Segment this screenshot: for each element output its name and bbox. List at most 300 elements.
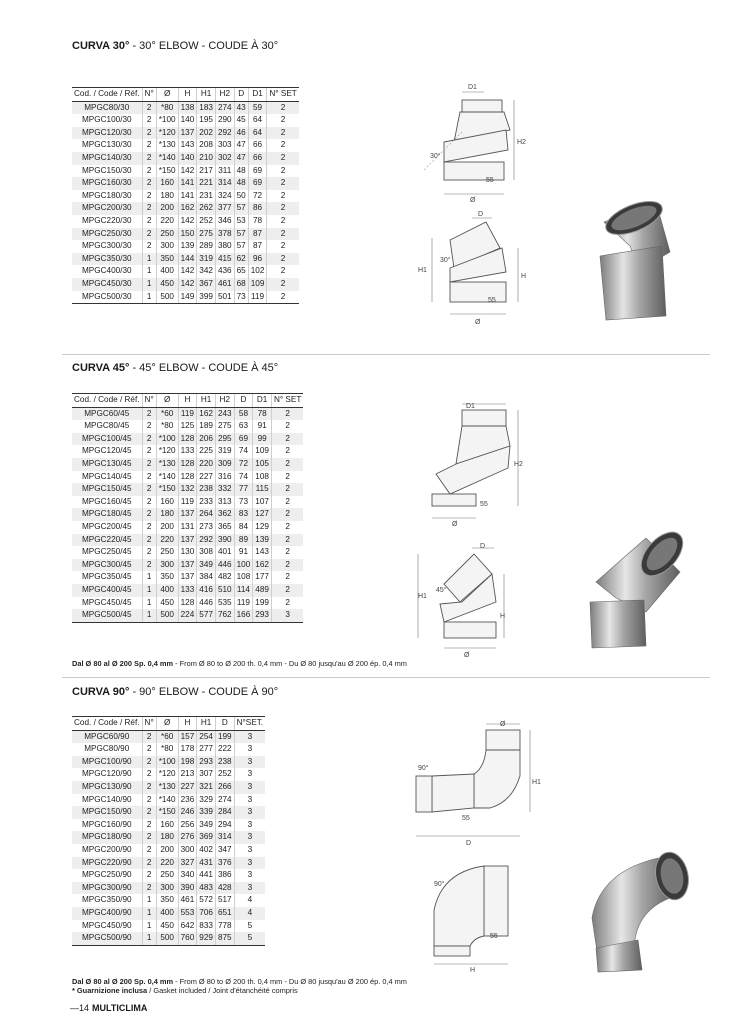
gasket-note: * Guarnizione inclusa / Gasket included / Joint d'étanchéité compris bbox=[72, 986, 298, 995]
table-row bbox=[72, 806, 265, 819]
dim-label-d: D bbox=[480, 543, 486, 550]
table-cell: 510 bbox=[215, 584, 234, 597]
table-cell: MPGC80/45 bbox=[84, 421, 130, 431]
table-cell: 2 bbox=[267, 253, 299, 266]
table-cell: MPGC500/45 bbox=[72, 609, 142, 622]
table-cell: 200 bbox=[156, 844, 178, 857]
table-row bbox=[72, 240, 299, 253]
table-row bbox=[72, 571, 303, 584]
table-cell: 314 bbox=[215, 177, 234, 190]
table-cell: 43 bbox=[234, 101, 248, 114]
table-cell: 324 bbox=[215, 190, 234, 203]
table-cell: 2 bbox=[267, 190, 299, 203]
table-cell: 461 bbox=[178, 894, 197, 907]
table-cell: 3 bbox=[234, 869, 265, 882]
table-cell: 189 bbox=[197, 420, 216, 433]
table-cell: 778 bbox=[215, 920, 234, 933]
table-cell: 2 bbox=[142, 190, 156, 203]
table-cell: 2 bbox=[267, 291, 299, 304]
table-cell: MPGC160/90 bbox=[81, 819, 132, 829]
table-cell: 2 bbox=[142, 114, 156, 127]
table-cell: *60 bbox=[156, 407, 178, 420]
table-cell: 2 bbox=[271, 534, 303, 547]
table-cell: 1 bbox=[142, 609, 156, 622]
table-cell: 238 bbox=[215, 756, 234, 769]
table-cell: 64 bbox=[248, 127, 267, 140]
table-cell: 138 bbox=[178, 101, 197, 114]
table-cell: 390 bbox=[178, 882, 197, 895]
table-row bbox=[72, 794, 265, 807]
table-cell: 220 bbox=[197, 458, 216, 471]
table-cell: MPGC150/45 bbox=[72, 483, 142, 496]
table-cell: 314 bbox=[215, 831, 234, 844]
table-cell: 377 bbox=[215, 202, 234, 215]
table-cell: 1 bbox=[142, 265, 156, 278]
section-divider bbox=[62, 677, 710, 678]
table-cell: 2 bbox=[142, 559, 156, 572]
table-cell: 250 bbox=[156, 546, 178, 559]
table-cell: 309 bbox=[215, 458, 234, 471]
table-cell: MPGC200/30 bbox=[72, 202, 142, 215]
table-cell: 64 bbox=[248, 114, 267, 127]
table-cell: 319 bbox=[215, 445, 234, 458]
table-cell: 2 bbox=[142, 857, 156, 870]
table-cell: MPGC450/30 bbox=[72, 278, 142, 291]
table-row bbox=[72, 730, 265, 743]
table-cell: 2 bbox=[142, 521, 156, 534]
table-cell: 275 bbox=[215, 420, 234, 433]
table-cell: 500 bbox=[156, 609, 178, 622]
technical-drawing-30-bottom bbox=[410, 210, 530, 328]
table-cell: 142 bbox=[178, 165, 197, 178]
table-cell: 143 bbox=[253, 546, 272, 559]
table-cell: 2 bbox=[267, 215, 299, 228]
table-cell: MPGC200/45 bbox=[81, 521, 132, 531]
table-cell: 91 bbox=[234, 546, 253, 559]
table-cell: 2 bbox=[271, 571, 303, 584]
table-cell: *120 bbox=[156, 768, 178, 781]
table-cell: 142 bbox=[178, 215, 197, 228]
table-cell: *140 bbox=[156, 471, 178, 484]
table-cell: 73 bbox=[234, 496, 253, 509]
page-footer bbox=[70, 1003, 147, 1013]
table-cell: 119 bbox=[178, 496, 197, 509]
table-cell: 220 bbox=[156, 857, 178, 870]
table-cell: 2 bbox=[271, 597, 303, 610]
table-cell: 500 bbox=[156, 291, 178, 304]
table-cell: 362 bbox=[215, 508, 234, 521]
table-cell: 290 bbox=[215, 114, 234, 127]
table-cell: 48 bbox=[234, 165, 248, 178]
table-cell: 227 bbox=[197, 471, 216, 484]
table-cell: 2 bbox=[271, 458, 303, 471]
table-cell: 2 bbox=[142, 806, 156, 819]
table-cell: 431 bbox=[197, 857, 216, 870]
table-cell: 141 bbox=[178, 190, 197, 203]
table-row bbox=[72, 114, 299, 127]
table-cell: MPGC60/45 bbox=[72, 407, 142, 420]
table-cell: *80 bbox=[156, 101, 178, 114]
table-cell: 450 bbox=[156, 597, 178, 610]
elbow-30-photo bbox=[578, 196, 688, 326]
table-cell: 2 bbox=[142, 433, 156, 446]
table-cell: MPGC100/45 bbox=[72, 433, 142, 446]
table-cell: 2 bbox=[142, 546, 156, 559]
table-cell: MPGC130/30 bbox=[81, 140, 132, 150]
table-cell: 2 bbox=[267, 165, 299, 178]
table-row bbox=[72, 278, 299, 291]
table-cell: 72 bbox=[248, 190, 267, 203]
elbow-90-photo bbox=[580, 848, 700, 973]
dim-label-d: D bbox=[478, 211, 484, 218]
table-cell: 386 bbox=[215, 869, 234, 882]
table-row bbox=[72, 407, 303, 420]
table-cell: 400 bbox=[156, 907, 178, 920]
table-cell: 127 bbox=[253, 508, 272, 521]
column-header: H bbox=[178, 88, 197, 102]
table-cell: 108 bbox=[253, 471, 272, 484]
table-cell: 2 bbox=[142, 794, 156, 807]
table-cell: *140 bbox=[156, 794, 178, 807]
table-cell: 929 bbox=[197, 932, 216, 945]
table-cell: 275 bbox=[197, 228, 216, 241]
table-cell: 222 bbox=[215, 743, 234, 756]
table-cell: 217 bbox=[197, 165, 216, 178]
table-cell: 2 bbox=[142, 240, 156, 253]
angle-label: 45° bbox=[436, 587, 447, 594]
table-cell: 84 bbox=[234, 521, 253, 534]
table-cell: 77 bbox=[234, 483, 253, 496]
table-cell: 350 bbox=[156, 253, 178, 266]
table-row bbox=[72, 127, 299, 140]
table-cell: 4 bbox=[234, 894, 265, 907]
dim-label-h2: H2 bbox=[514, 461, 523, 468]
table-cell: MPGC250/45 bbox=[81, 547, 132, 557]
table-cell: 274 bbox=[215, 101, 234, 114]
table-cell: 125 bbox=[178, 420, 197, 433]
table-cell: 311 bbox=[215, 165, 234, 178]
dim-label-d1: D1 bbox=[466, 403, 475, 410]
table-cell: 238 bbox=[197, 483, 216, 496]
table-cell: 3 bbox=[234, 756, 265, 769]
table-row bbox=[72, 152, 299, 165]
dim-label-h1: H1 bbox=[418, 267, 427, 274]
table-cell: 210 bbox=[197, 152, 216, 165]
table-cell: 137 bbox=[178, 559, 197, 572]
table-cell: 262 bbox=[197, 202, 216, 215]
table-cell: 428 bbox=[215, 882, 234, 895]
table-cell: 162 bbox=[178, 202, 197, 215]
table-cell: 91 bbox=[253, 420, 272, 433]
dim-label-diameter: Ø bbox=[464, 652, 470, 659]
page-number: —14 bbox=[70, 1003, 90, 1013]
column-header: D bbox=[234, 88, 248, 102]
table-cell: 108 bbox=[234, 571, 253, 584]
table-cell: MPGC450/45 bbox=[81, 597, 132, 607]
table-cell: 2 bbox=[142, 781, 156, 794]
table-cell: 178 bbox=[178, 743, 197, 756]
table-cell: 3 bbox=[271, 609, 303, 622]
table-cell: 289 bbox=[197, 240, 216, 253]
table-cell: MPGC350/45 bbox=[81, 572, 132, 582]
table-cell: 274 bbox=[215, 794, 234, 807]
table-cell: 300 bbox=[178, 844, 197, 857]
table-cell: 231 bbox=[197, 190, 216, 203]
column-header: N° SET bbox=[267, 88, 299, 102]
table-cell: 390 bbox=[215, 534, 234, 547]
table-cell: *100 bbox=[156, 114, 178, 127]
table-row bbox=[72, 844, 265, 857]
table-cell: 400 bbox=[156, 584, 178, 597]
table-cell: 225 bbox=[197, 445, 216, 458]
table-cell: *100 bbox=[156, 756, 178, 769]
column-header: Cod. / Code / Réf. bbox=[72, 88, 142, 102]
table-cell: MPGC250/90 bbox=[81, 870, 132, 880]
table-cell: 1 bbox=[142, 920, 156, 933]
table-cell: MPGC400/90 bbox=[72, 907, 142, 920]
table-cell: 2 bbox=[142, 228, 156, 241]
table-cell: 59 bbox=[248, 101, 267, 114]
table-cell: 65 bbox=[234, 265, 248, 278]
table-cell: 133 bbox=[178, 584, 197, 597]
table-cell: 243 bbox=[215, 407, 234, 420]
table-cell: 1 bbox=[142, 894, 156, 907]
table-cell: 293 bbox=[253, 609, 272, 622]
table-cell: 73 bbox=[234, 291, 248, 304]
table-row bbox=[72, 932, 265, 945]
table-cell: 342 bbox=[197, 265, 216, 278]
table-cell: 3 bbox=[234, 831, 265, 844]
table-cell: 140 bbox=[178, 152, 197, 165]
table-cell: 483 bbox=[197, 882, 216, 895]
table-cell: 139 bbox=[178, 240, 197, 253]
technical-drawing-45-bottom bbox=[400, 540, 510, 658]
table-row bbox=[72, 534, 303, 547]
table-cell: 461 bbox=[215, 278, 234, 291]
table-cell: 2 bbox=[267, 228, 299, 241]
table-cell: MPGC140/45 bbox=[81, 471, 132, 481]
table-cell: *130 bbox=[156, 139, 178, 152]
table-row bbox=[72, 597, 303, 610]
table-cell: 3 bbox=[234, 844, 265, 857]
table-cell: MPGC150/90 bbox=[72, 806, 142, 819]
table-cell: 149 bbox=[178, 291, 197, 304]
table-cell: 195 bbox=[197, 114, 216, 127]
table-cell: 501 bbox=[215, 291, 234, 304]
table-cell: 446 bbox=[197, 597, 216, 610]
dim-label-55: 55 bbox=[486, 177, 494, 184]
table-cell: 162 bbox=[253, 559, 272, 572]
column-header: H bbox=[178, 394, 197, 408]
table-cell: 369 bbox=[197, 831, 216, 844]
table-cell: 213 bbox=[178, 768, 197, 781]
table-cell: 150 bbox=[178, 228, 197, 241]
table-row bbox=[72, 781, 265, 794]
table-cell: *150 bbox=[156, 806, 178, 819]
table-cell: 1 bbox=[142, 278, 156, 291]
table-row bbox=[72, 445, 303, 458]
table-cell: 99 bbox=[253, 433, 272, 446]
table-cell: 264 bbox=[197, 508, 216, 521]
dim-label-h: H bbox=[500, 613, 506, 620]
table-cell: 2 bbox=[142, 420, 156, 433]
table-cell: 1 bbox=[142, 907, 156, 920]
table-header-row bbox=[72, 394, 303, 408]
table-cell: MPGC80/30 bbox=[72, 101, 142, 114]
table-cell: 300 bbox=[156, 882, 178, 895]
table-cell: MPGC220/45 bbox=[72, 534, 142, 547]
table-cell: 833 bbox=[197, 920, 216, 933]
spec-table-45 bbox=[72, 393, 303, 623]
table-cell: *120 bbox=[156, 445, 178, 458]
table-cell: 200 bbox=[156, 521, 178, 534]
table-row bbox=[72, 907, 265, 920]
table-cell: 365 bbox=[215, 521, 234, 534]
table-cell: 300 bbox=[156, 240, 178, 253]
table-cell: 128 bbox=[178, 433, 197, 446]
column-header: Cod. / Code / Réf. bbox=[72, 394, 142, 408]
table-cell: 1 bbox=[142, 253, 156, 266]
table-cell: 142 bbox=[178, 278, 197, 291]
table-cell: 2 bbox=[142, 407, 156, 420]
table-cell: 48 bbox=[234, 177, 248, 190]
section-title-30: CURVA 30° - 30° ELBOW - COUDE À 30° bbox=[72, 40, 279, 52]
table-header-row bbox=[72, 88, 299, 102]
table-cell: 327 bbox=[178, 857, 197, 870]
table-row bbox=[72, 894, 265, 907]
table-cell: 346 bbox=[215, 215, 234, 228]
table-cell: 200 bbox=[156, 202, 178, 215]
table-cell: 5 bbox=[234, 932, 265, 945]
table-cell: 128 bbox=[178, 471, 197, 484]
table-cell: 2 bbox=[142, 496, 156, 509]
table-row bbox=[72, 508, 303, 521]
table-cell: MPGC500/90 bbox=[72, 932, 142, 945]
table-cell: 441 bbox=[197, 869, 216, 882]
table-cell: 2 bbox=[271, 559, 303, 572]
table-cell: 4 bbox=[234, 907, 265, 920]
table-cell: 89 bbox=[234, 534, 253, 547]
table-cell: 2 bbox=[142, 165, 156, 178]
table-cell: 47 bbox=[234, 139, 248, 152]
table-cell: MPGC160/30 bbox=[72, 177, 142, 190]
table-cell: 87 bbox=[248, 240, 267, 253]
angle-label: 30° bbox=[440, 257, 451, 264]
table-row bbox=[72, 253, 299, 266]
table-cell: *80 bbox=[156, 420, 178, 433]
table-cell: 517 bbox=[215, 894, 234, 907]
table-cell: 2 bbox=[267, 265, 299, 278]
table-cell: 273 bbox=[197, 521, 216, 534]
table-row bbox=[72, 483, 303, 496]
table-cell: 400 bbox=[156, 265, 178, 278]
table-cell: *60 bbox=[156, 730, 178, 743]
table-cell: 277 bbox=[197, 743, 216, 756]
table-cell: 2 bbox=[142, 508, 156, 521]
table-row bbox=[72, 768, 265, 781]
dim-label-h2: H2 bbox=[517, 139, 526, 146]
table-cell: 109 bbox=[253, 445, 272, 458]
table-cell: MPGC400/30 bbox=[81, 266, 132, 276]
table-cell: MPGC150/30 bbox=[81, 165, 132, 175]
table-cell: 3 bbox=[234, 743, 265, 756]
table-cell: 250 bbox=[156, 869, 178, 882]
table-cell: 206 bbox=[197, 433, 216, 446]
table-row bbox=[72, 920, 265, 933]
table-cell: 378 bbox=[215, 228, 234, 241]
table-cell: 2 bbox=[267, 139, 299, 152]
brand-name: MULTICLIMA bbox=[92, 1003, 148, 1013]
table-row bbox=[72, 496, 303, 509]
table-cell: 132 bbox=[178, 483, 197, 496]
table-row bbox=[72, 819, 265, 832]
table-cell: 137 bbox=[178, 508, 197, 521]
table-cell: 50 bbox=[234, 190, 248, 203]
table-cell: 2 bbox=[267, 152, 299, 165]
table-row bbox=[72, 471, 303, 484]
table-cell: 96 bbox=[248, 253, 267, 266]
table-cell: MPGC220/90 bbox=[72, 857, 142, 870]
table-cell: 5 bbox=[234, 920, 265, 933]
table-cell: 63 bbox=[234, 420, 253, 433]
table-cell: 102 bbox=[248, 265, 267, 278]
table-cell: 1 bbox=[142, 571, 156, 584]
table-cell: 266 bbox=[215, 781, 234, 794]
table-cell: 2 bbox=[271, 521, 303, 534]
technical-drawing-90-top bbox=[412, 718, 552, 850]
table-cell: 45 bbox=[234, 114, 248, 127]
table-cell: 233 bbox=[197, 496, 216, 509]
table-cell: 66 bbox=[248, 152, 267, 165]
table-cell: MPGC180/45 bbox=[72, 508, 142, 521]
table-cell: 3 bbox=[234, 806, 265, 819]
column-header: N° bbox=[142, 394, 156, 408]
table-cell: 553 bbox=[178, 907, 197, 920]
table-cell: 303 bbox=[215, 139, 234, 152]
column-header: Cod. / Code / Réf. bbox=[72, 717, 142, 731]
table-cell: 284 bbox=[215, 806, 234, 819]
table-cell: 57 bbox=[234, 202, 248, 215]
table-row bbox=[72, 165, 299, 178]
table-cell: 220 bbox=[156, 215, 178, 228]
table-row bbox=[72, 882, 265, 895]
table-cell: 114 bbox=[234, 584, 253, 597]
table-cell: 166 bbox=[234, 609, 253, 622]
table-row bbox=[72, 291, 299, 304]
table-row bbox=[72, 177, 299, 190]
table-cell: 294 bbox=[215, 819, 234, 832]
table-cell: 142 bbox=[178, 265, 197, 278]
table-cell: 2 bbox=[267, 114, 299, 127]
table-cell: 57 bbox=[234, 240, 248, 253]
section-title-90: CURVA 90° - 90° ELBOW - COUDE À 90° bbox=[72, 686, 279, 698]
table-cell: 2 bbox=[271, 496, 303, 509]
table-row bbox=[72, 869, 265, 882]
table-cell: 208 bbox=[197, 139, 216, 152]
table-cell: 224 bbox=[178, 609, 197, 622]
dim-label-diameter: Ø bbox=[470, 197, 476, 204]
thickness-note-45: Dal Ø 80 al Ø 200 Sp. 0,4 mm - From Ø 80 to Ø 200 th. 0,4 mm - Du Ø 80 jusqu'au Ø 200 ép. 0,4 mm bbox=[72, 659, 407, 668]
table-cell: 2 bbox=[271, 546, 303, 559]
table-cell: 3 bbox=[234, 781, 265, 794]
table-cell: 329 bbox=[197, 794, 216, 807]
column-header: H2 bbox=[215, 88, 234, 102]
table-cell: MPGC130/45 bbox=[72, 458, 142, 471]
table-cell: 74 bbox=[234, 471, 253, 484]
table-cell: 252 bbox=[197, 215, 216, 228]
section-title-45: CURVA 45° - 45° ELBOW - COUDE À 45° bbox=[72, 362, 279, 374]
table-cell: *80 bbox=[156, 743, 178, 756]
